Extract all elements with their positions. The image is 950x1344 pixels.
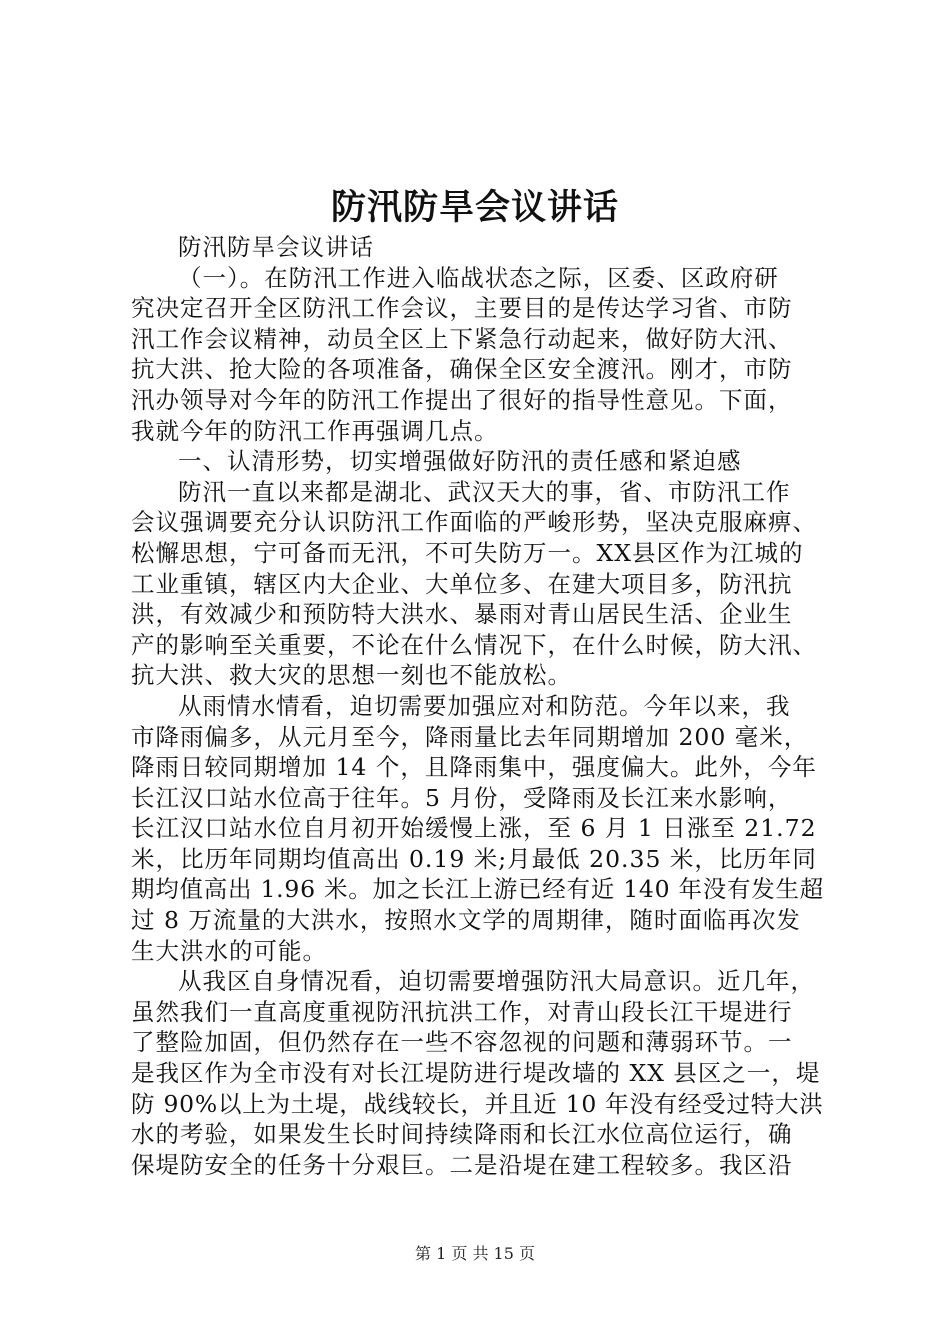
text-line: 汛办领导对今年的防汛工作提出了很好的指导性意见。下面， — [131, 385, 793, 414]
text-line: 期均值高出 1.96 米。加之长江上游已经有近 140 年没有发生超 — [131, 875, 825, 904]
text-line: 保堤防安全的任务十分艰巨。二是沿堤在建工程较多。我区沿 — [131, 1150, 793, 1179]
text-line: 抗大洪、抢大险的各项准备，确保全区安全渡汛。刚才，市防 — [131, 355, 793, 384]
text-line: 抗大洪、救大灾的思想一刻也不能放松。 — [131, 661, 572, 690]
text-line: （一）。在防汛工作进入临战状态之际，区委、区政府研 — [178, 263, 779, 292]
text-line: 水的考验，如果发生长时间持续降雨和长江水位高位运行，确 — [131, 1120, 793, 1149]
text-line: 防 90%以上为土堤，战线较长，并且近 10 年没有经受过特大洪 — [131, 1089, 824, 1118]
text-line: 究决定召开全区防汛工作会议，主要目的是传达学习省、市防 — [131, 294, 793, 323]
text-line: 防汛防旱会议讲话 — [178, 233, 374, 261]
text-line: 汛工作会议精神，动员全区上下紧急行动起来，做好防大汛、 — [131, 324, 793, 353]
text-line: 防汛一直以来都是湖北、武汉天大的事，省、市防汛工作 — [178, 477, 791, 506]
text-line: 会议强调要充分认识防汛工作面临的严峻形势，坚决克服麻痹、 — [131, 508, 817, 537]
text-line: 我就今年的防汛工作再强调几点。 — [131, 416, 499, 445]
text-line: 长江汉口站水位自月初开始缓慢上涨，至 6 月 1 日涨至 21.72 — [131, 814, 817, 843]
text-line: 长江汉口站水位高于往年。5 月份，受降雨及长江来水影响， — [131, 783, 793, 812]
text-line: 一、认清形势，切实增强做好防汛的责任感和紧迫感 — [178, 447, 742, 476]
text-line: 米，比历年同期均值高出 0.19 米;月最低 20.35 米，比历年同 — [131, 844, 817, 873]
page-title: 防汛防旱会议讲话 — [330, 187, 619, 228]
page-footer: 第 1 页 共 15 页 — [415, 1244, 535, 1263]
document-body — [131, 232, 831, 1180]
text-line: 产的影响至关重要，不论在什么情况下，在什么时候，防大汛、 — [131, 630, 817, 659]
text-line: 生大洪水的可能。 — [131, 936, 327, 965]
text-line: 松懈思想，宁可备而无汛，不可失防万一。XX县区作为江城的 — [131, 538, 804, 567]
text-line: 洪，有效减少和预防特大洪水、暴雨对青山居民生活、企业生 — [131, 600, 793, 629]
text-line: 工业重镇，辖区内大企业、大单位多、在建大项目多，防汛抗 — [131, 569, 793, 598]
text-line: 从雨情水情看，迫切需要加强应对和防范。今年以来，我 — [178, 691, 791, 720]
text-line: 了整险加固，但仍然存在一些不容忽视的问题和薄弱环节。一 — [131, 1028, 793, 1057]
text-line: 过 8 万流量的大洪水，按照水文学的周期律，随时面临再次发 — [131, 906, 801, 935]
text-line: 从我区自身情况看，迫切需要增强防汛大局意识。近几年， — [178, 967, 815, 996]
text-line: 虽然我们一直高度重视防汛抗洪工作，对青山段长江干堤进行 — [131, 997, 793, 1026]
text-line: 降雨日较同期增加 14 个，且降雨集中，强度偏大。此外，今年 — [131, 753, 817, 782]
text-line: 是我区作为全市没有对长江堤防进行堤改墙的 XX 县区之一，堤 — [131, 1059, 821, 1088]
text-line: 市降雨偏多，从元月至今，降雨量比去年同期增加 200 毫米， — [131, 722, 809, 751]
